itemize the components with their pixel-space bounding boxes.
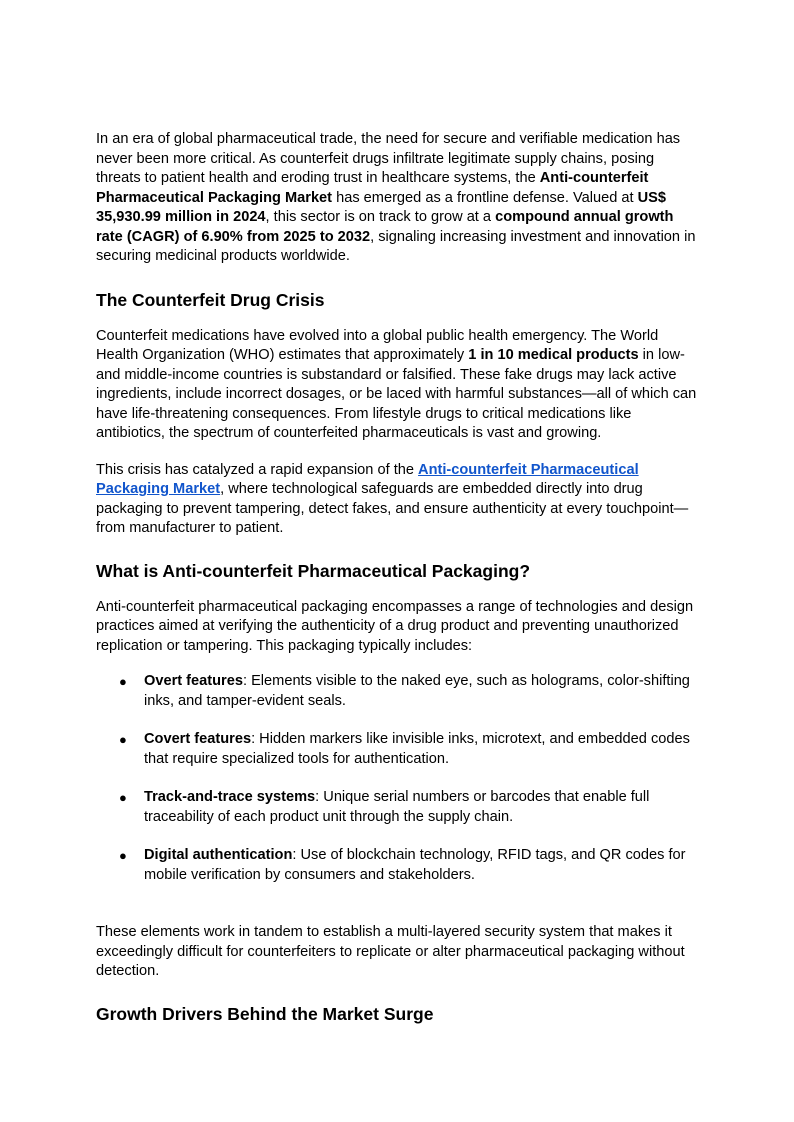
bullet-icon: ● — [119, 848, 127, 863]
cagr-bold: compound annual growth rate (CAGR) of 6.90% from 2025 to 2032 — [96, 209, 674, 245]
bullet-icon: ● — [119, 732, 127, 747]
list-item-term: Track-and-trace systems — [144, 789, 316, 805]
list-item — [96, 846, 700, 885]
intro-text-1: In an era of global pharmaceutical trade, the need for secure and verifiable medication has never been more critical. As counterfeit drugs infiltrate legitimate supply chains, posing threats to patient health and eroding trust in healthcare systems, the — [96, 131, 681, 186]
intro-text-4: , signaling increasing investment and innovation in securing medicinal products worldwide. — [96, 228, 696, 264]
who-stat-bold: 1 in 10 medical products — [468, 347, 639, 363]
crisis2-text-2: , where technological safeguards are embedded directly into drug packaging to prevent tampering, detect fakes, and ensure authenticity at every touchpoint—from manufacturer to patient. — [96, 481, 689, 536]
list-item-desc: : Use of blockchain technology, RFID tags, and QR codes for mobile verification by consumers and stakeholders. — [144, 847, 686, 883]
market-report-link[interactable]: Anti-counterfeit Pharmaceutical Packaging Market — [96, 461, 639, 497]
list-item-desc: : Elements visible to the naked eye, such as holograms, color-shifting inks, and tamper-evident seals. — [144, 673, 690, 709]
list-item — [96, 672, 700, 711]
crisis-paragraph-1 — [96, 327, 700, 444]
heading-counterfeit-drug-crisis: The Counterfeit Drug Crisis — [96, 289, 325, 310]
crisis-text-2: in low- and middle-income countries is substandard or falsified. These fake drugs may lack active ingredients, include incorrect dosages, or be laced with harmful substances—all of which can have life-threatening consequences. From lifestyle drugs to critical medications like antibiotics, the spectrum of counterfeited pharmaceuticals is vast and growing. — [96, 347, 697, 441]
intro-paragraph — [96, 130, 700, 267]
list-item-desc: : Unique serial numbers or barcodes that enable full traceability of each product unit through the supply chain. — [144, 789, 650, 825]
list-item — [96, 788, 700, 827]
list-item-term: Digital authentication — [144, 847, 293, 863]
what-paragraph: Anti-counterfeit pharmaceutical packaging encompasses a range of technologies and design practices aimed at verifying the authenticity of a drug product and preventing unauthorized replication or tampering. This packaging typically includes: — [96, 598, 694, 654]
market-value-bold: US$ 35,930.99 million in 2024 — [96, 189, 667, 225]
heading-what-is-packaging: What is Anti-counterfeit Pharmaceutical Packaging? — [96, 560, 531, 581]
crisis-paragraph-2 — [96, 461, 700, 539]
document-page — [96, 130, 700, 1025]
intro-text-3: , this sector is on track to grow at a — [265, 209, 496, 225]
feature-list — [96, 672, 700, 885]
list-item-term: Covert features — [144, 731, 252, 747]
bullet-icon: ● — [119, 674, 127, 689]
list-item — [96, 730, 700, 769]
market-name-bold: Anti-counterfeit Pharmaceutical Packaging Market — [96, 170, 649, 206]
bullet-icon: ● — [119, 790, 127, 805]
list-item-term: Overt features — [144, 673, 243, 689]
heading-growth-drivers: Growth Drivers Behind the Market Surge — [96, 1003, 434, 1024]
intro-text-2: has emerged as a frontline defense. Valued at — [332, 189, 638, 206]
list-item-desc: : Hidden markers like invisible inks, microtext, and embedded codes that require specialized tools for authentication. — [144, 731, 690, 767]
crisis-text-1: Counterfeit medications have evolved into a global public health emergency. The World Health Organization (WHO) estimates that approximately — [96, 327, 659, 363]
closing-paragraph: These elements work in tandem to establish a multi-layered security system that makes it exceedingly difficult for counterfeiters to replicate or alter pharmaceutical packaging without detection. — [96, 924, 685, 979]
crisis2-text-1: This crisis has catalyzed a rapid expansion of the — [96, 461, 419, 478]
